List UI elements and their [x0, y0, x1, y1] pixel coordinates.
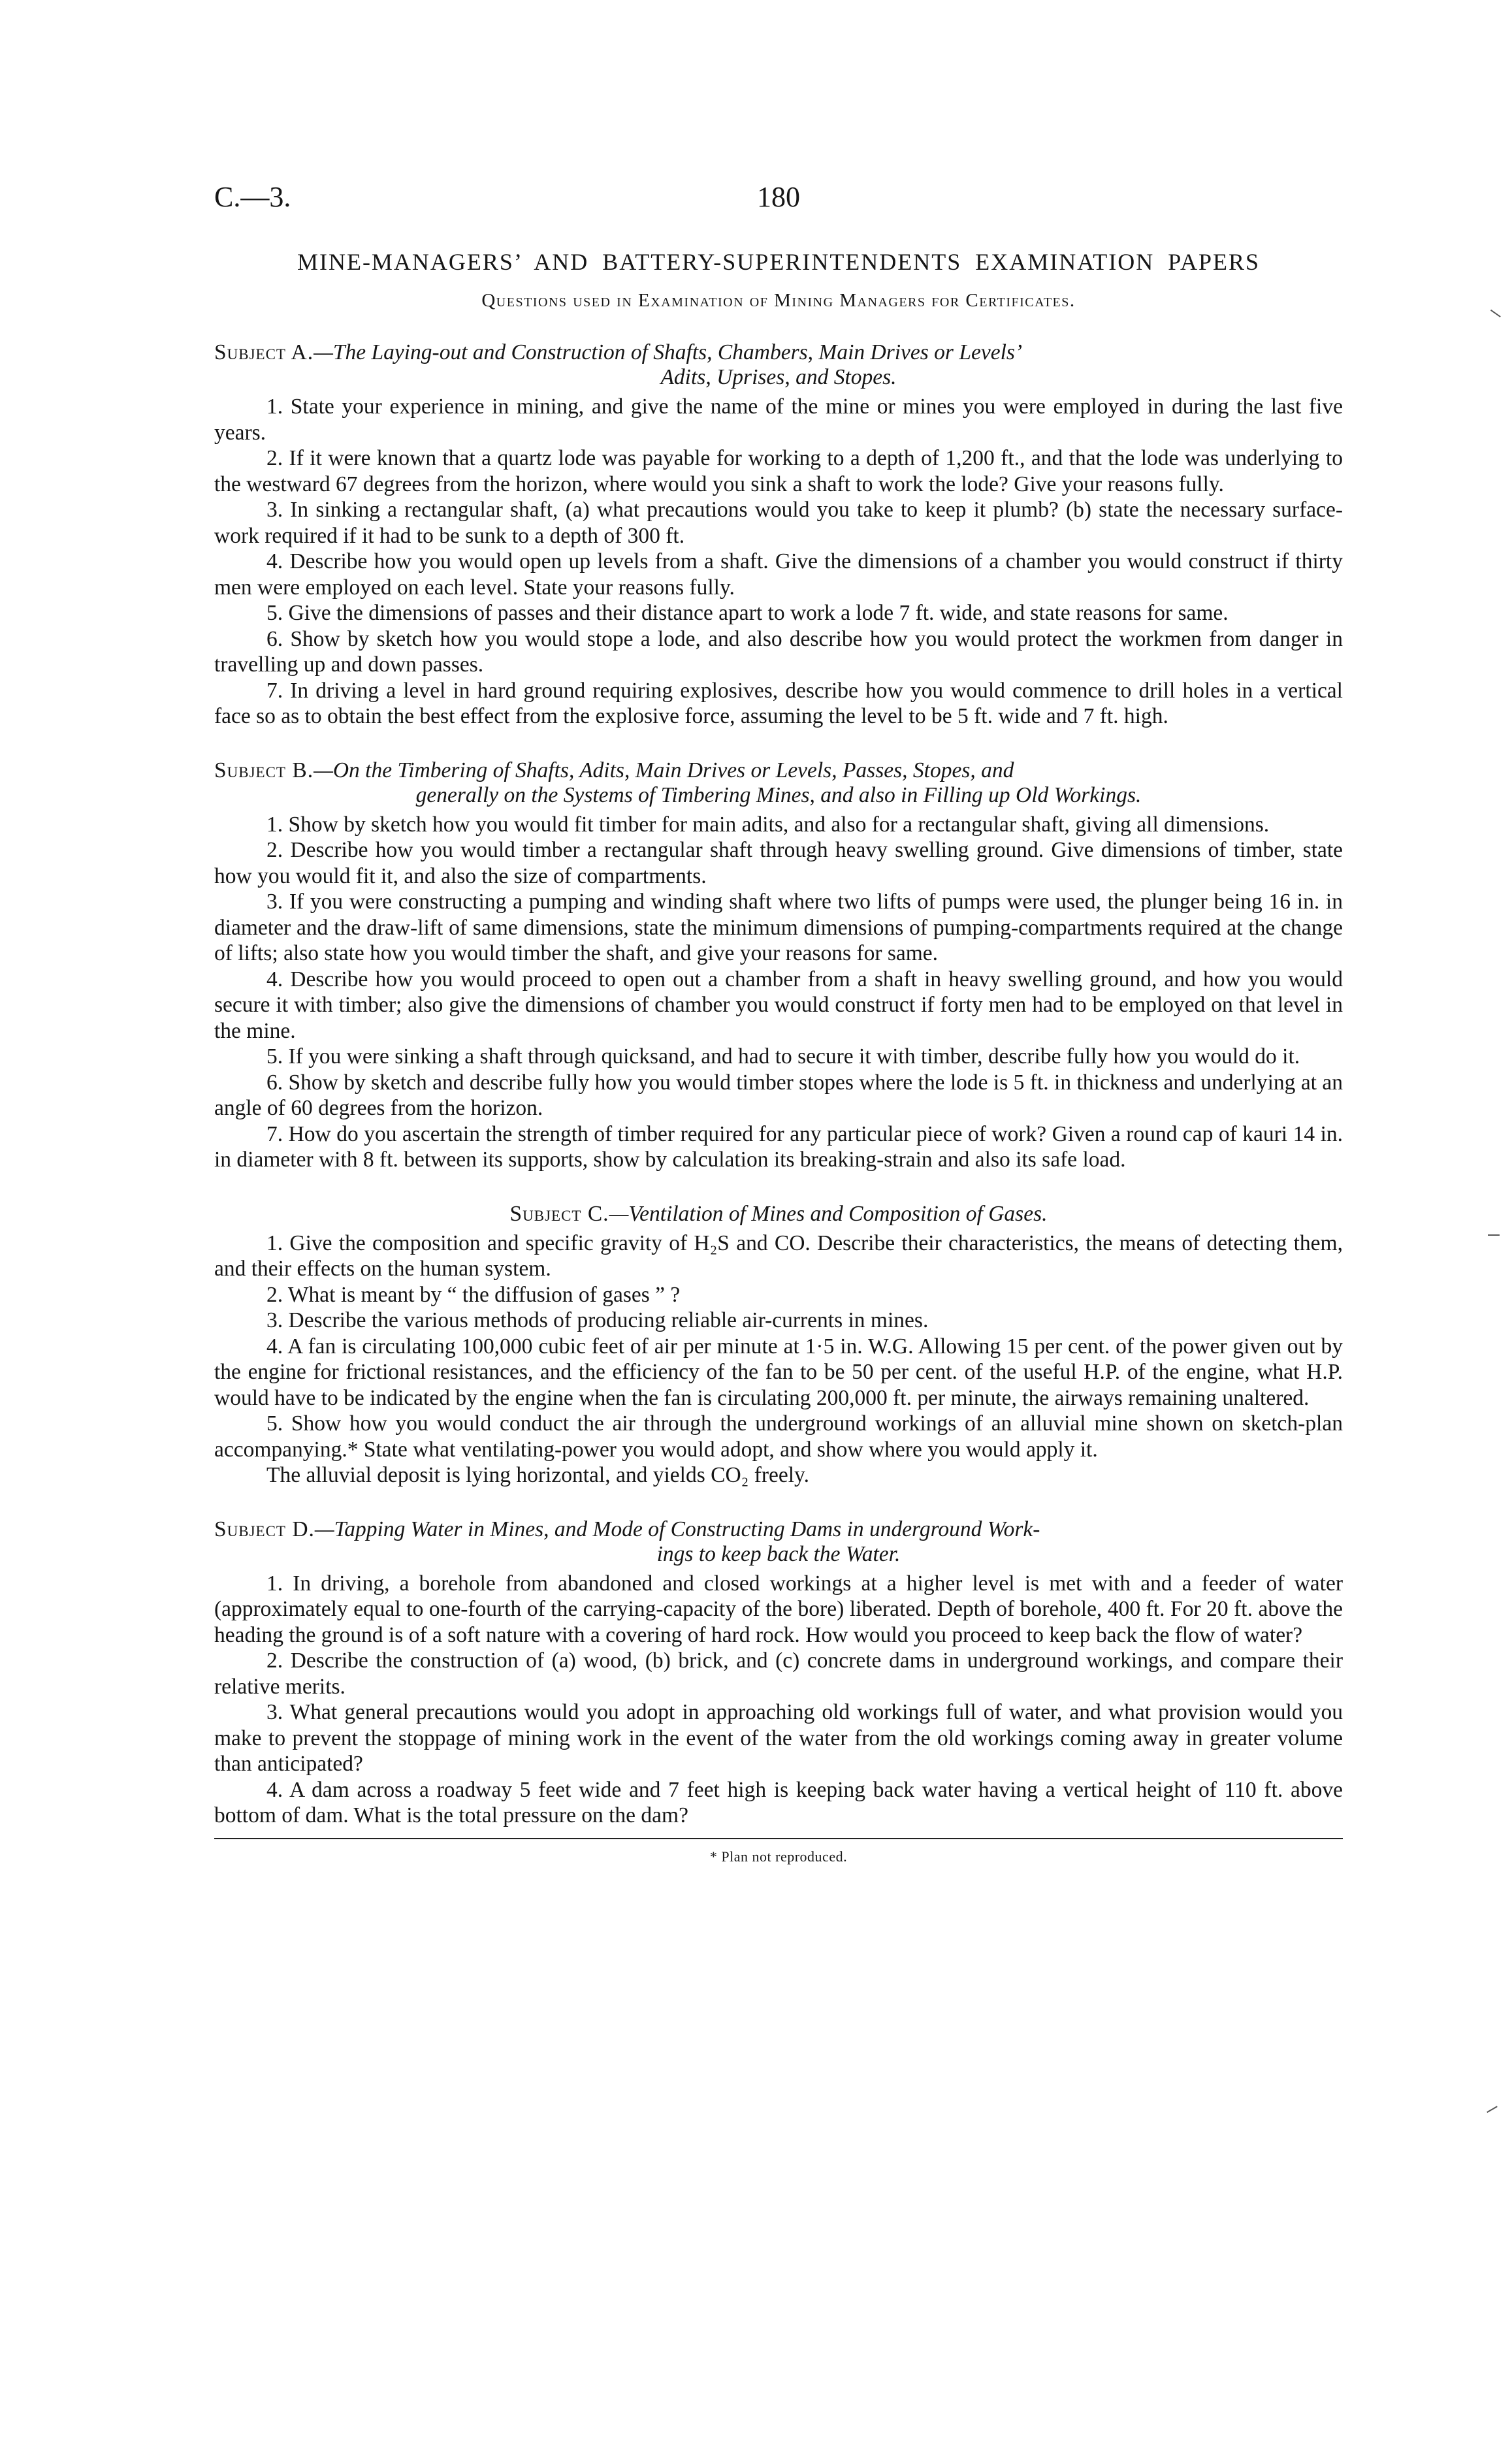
question: 3. What general precautions would you adopt in approaching old workings full of water, and what provision would you make to prevent the stoppage of mining work in the event of the water from the old workings coming away in greater volume than anticipated? — [214, 1700, 1343, 1776]
question: 6. Show by sketch and describe fully how you would timber stopes where the lode is 5 ft. in thickness and underlying at an angle of 60 degrees from the horizon. — [214, 1070, 1343, 1120]
question: 5. Show how you would conduct the air through the underground workings of an alluvial mine shown on sketch-plan accompanying.* State what ventilating-power you would adopt, and show where you would apply it. — [214, 1411, 1343, 1462]
subject-topic: —On the Timbering of Shafts, Adits, Main Drives or Levels, Passes, Stopes, and — [314, 758, 1014, 782]
question: 1. In driving, a borehole from abandoned and closed workings at a higher level is met with and a feeder of water (approximately equal to one-fourth of the carrying-capacity of the bore) liberated. Depth of borehole, 400 ft. For 20 ft. above the heading the ground is of a soft nature with a covering of hard rock. How would you proceed to keep back the flow of water? — [214, 1571, 1343, 1647]
subject-d — [214, 1517, 1343, 1829]
question: 4. A fan is circulating 100,000 cubic feet of air per minute at 1·5 in. W.G. Allowing 15 per cent. of the power given out by the engine for frictional resistances, and the efficiency of the fan to be 50 per cent. of the useful H.P. of the engine, what H.P. would have to be indicated by the engine when the fan is circulating 200,000 ft. per minute, the airways remaining unaltered. — [214, 1334, 1343, 1410]
question: 3. In sinking a rectangular shaft, (a) what precautions would you take to keep it plumb? (b) state the necessary surface-work required if it had to be sunk to a depth of 300 ft. — [214, 498, 1343, 548]
subject-c — [214, 1202, 1343, 1488]
page-title: MINE-MANAGERS’ AND BATTERY-SUPERINTENDENTS EXAMINATION PAPERS — [297, 249, 1261, 275]
subject-topic: —The Laying-out and Construction of Shafts, Chambers, Main Drives or Levels’ — [314, 340, 1023, 364]
subject-topic-continued: ings to keep back the Water. — [656, 1541, 901, 1566]
footnote-divider — [214, 1838, 1343, 1839]
document-page — [214, 180, 1343, 1865]
question: 2. What is meant by “ the diffusion of gases ” ? — [266, 1282, 681, 1307]
question-note: The alluvial deposit is lying horizontal, and yields CO₂ freely. — [266, 1463, 810, 1487]
subject-a — [214, 340, 1343, 730]
subject-label: Subject D. — [214, 1517, 315, 1541]
question: 5. Give the dimensions of passes and their distance apart to work a lode 7 ft. wide, and state reasons for same. — [266, 601, 1229, 625]
subject-topic: —Tapping Water in Mines, and Mode of Constructing Dams in underground Work- — [314, 1517, 1040, 1541]
subject-label: Subject C. — [509, 1201, 609, 1226]
question: 2. Describe how you would timber a rectangular shaft through heavy swelling ground. Give dimensions of timber, state how you would fit it, and also the size of compartments. — [214, 838, 1343, 888]
subject-heading — [214, 758, 1343, 808]
question: 1. Give the composition and specific gravity of H₂S and CO. Describe their characteristics, the means of detecting them, and their effects on the human system. — [214, 1230, 1343, 1281]
subject-topic-continued: Adits, Uprises, and Stopes. — [660, 365, 897, 389]
question: 6. Show by sketch how you would stope a lode, and also describe how you would protect the workmen from danger in travelling up and down passes. — [214, 626, 1343, 677]
question: 1. State your experience in mining, and give the name of the mine or mines you were employed in during the last five years. — [214, 394, 1343, 445]
question: 5. If you were sinking a shaft through quicksand, and had to secure it with timber, describe fully how you would do it. — [266, 1044, 1300, 1069]
question: 7. How do you ascertain the strength of timber required for any particular piece of work? Given a round cap of kauri 14 in. in diameter with 8 ft. between its supports, show by calculation its breaking-strain and also its safe load. — [214, 1121, 1343, 1172]
margin-mark — [1488, 1234, 1500, 1242]
margin-mark — [1487, 2106, 1501, 2118]
question: 1. Show by sketch how you would fit timber for main adits, and also for a rectangular shaft, giving all dimensions. — [266, 812, 1270, 837]
subject-b — [214, 758, 1343, 1173]
question: 2. Describe the construction of (a) wood, (b) brick, and (c) concrete dams in underground workings, and compare their relative merits. — [214, 1649, 1343, 1699]
subject-heading — [214, 1517, 1343, 1567]
question: 4. Describe how you would proceed to open out a chamber from a shaft in heavy swelling ground, and how you would secure it with timber; also give the dimensions of chamber you would construct if forty men had to be employed on that level in the mine. — [214, 967, 1343, 1043]
question: 7. In driving a level in hard ground requiring explosives, describe how you would commence to drill holes in a vertical face so as to obtain the best effect from the explosive force, assuming the level to be 5 ft. wide and 7 ft. high. — [214, 678, 1343, 728]
question: 2. If it were known that a quartz lode was payable for working to a depth of 1,200 ft., and that the lode was underlying to the westward 67 degrees from the horizon, where would you sink a shaft to work the lode? Give your reasons fully. — [214, 446, 1343, 496]
question: 3. If you were constructing a pumping and winding shaft where two lifts of pumps were used, the plunger being 16 in. in diameter and the draw-lift of same dimensions, state the minimum dimensions of pumping-compartments required at the change of lifts; also state how you would timber the shaft, and give your reasons for same. — [214, 890, 1343, 965]
document-reference: C.—3. — [214, 181, 291, 213]
subject-topic-continued: generally on the Systems of Timbering Mines, and also in Filling up Old Workings. — [415, 782, 1142, 807]
question: 4. Describe how you would open up levels from a shaft. Give the dimensions of a chamber you would construct if thirty men were employed on each level. State your reasons fully. — [214, 549, 1343, 600]
subject-topic: —Ventilation of Mines and Composition of Gases. — [609, 1201, 1048, 1226]
running-head — [214, 180, 1343, 239]
question: 4. A dam across a roadway 5 feet wide and 7 feet high is keeping back water having a vertical height of 110 ft. above bottom of dam. What is the total pressure on the dam? — [214, 1777, 1343, 1827]
subject-label: Subject B. — [214, 758, 314, 782]
footnote: * Plan not reproduced. — [709, 1848, 848, 1865]
subject-heading — [214, 1202, 1343, 1227]
margin-mark — [1487, 310, 1501, 323]
question: 3. Describe the various methods of producing reliable air-currents in mines. — [266, 1308, 929, 1332]
page-subtitle: Questions used in Examination of Mining Managers for Certificates. — [481, 290, 1076, 311]
page-number: 180 — [757, 181, 800, 213]
subject-label: Subject A. — [214, 340, 314, 364]
subject-heading — [214, 340, 1343, 390]
